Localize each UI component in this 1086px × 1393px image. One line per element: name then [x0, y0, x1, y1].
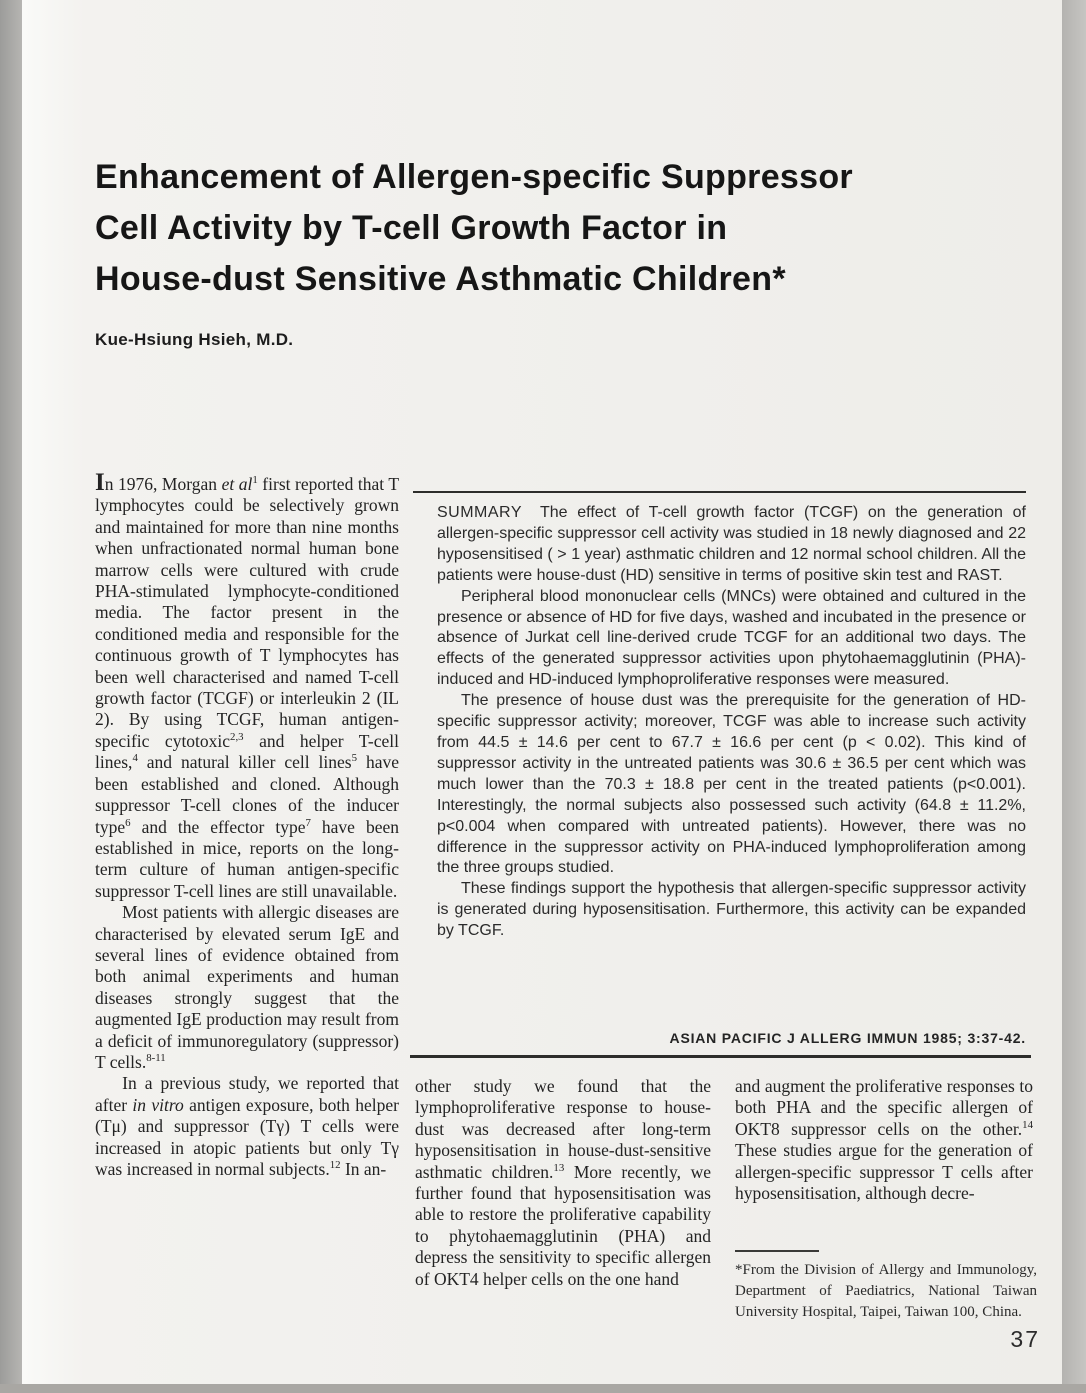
- article-title-line-2: Cell Activity by T-cell Growth Factor in: [95, 209, 728, 247]
- article-title: [95, 152, 1015, 305]
- summary-label: SUMMARY: [437, 504, 522, 521]
- intro-column: [95, 470, 399, 1180]
- body-column-2: [415, 1076, 711, 1290]
- summary-paragraph-2: Peripheral blood mononuclear cells (MNCs) were obtained and cultured in the presence or absence of HD for five days, washed and incubated in the presence or absence of Jurkat cell line-derived crude TCGF for an additional two days. The effects of the generated suppressor activities upon phytohaemagglutinin (PHA)-induced and HD-induced lymphoproliferative responses were measured.: [437, 587, 1026, 689]
- page-number: 37: [1010, 1326, 1040, 1352]
- scan-edge-left: [0, 0, 22, 1393]
- footnote-rule: [735, 1250, 819, 1252]
- intro-paragraph-3: In a previous study, we reported that after in vitro antigen exposure, both helper (Tμ) and suppressor (Tγ) T cells were increased in atopic patients but only Tγ was increased in normal subjects.$^{12}$ In an-: [95, 1073, 399, 1179]
- summary-bottom-rule: [410, 1055, 1031, 1058]
- author-byline: Kue-Hsiung Hsieh, M.D.: [95, 330, 294, 349]
- scan-edge-right: [1062, 0, 1086, 1393]
- article-title-line-3: House-dust Sensitive Asthmatic Children*: [95, 260, 786, 298]
- summary-paragraph-3: The presence of house dust was the prerequisite for the generation of HD-specific suppressor activity; moreover, TCGF was able to increase such activity from 44.5 ± 14.6 per cent to 67.7 ± 16.6 per cent (p < 0.02). This kind of suppressor activity in the untreated patients was 30.6 ± 36.5 per cent which was much lower than the 70.3 ± 18.8 per cent in the treated patients (p<0.001). Interestingly, the normal subjects also possessed such activity (64.8 ± 11.2%, p<0.004 when compared with untreated patients). However, there was no difference in the suppressor activity on PHA-induced lymphoproliferation among the three groups studied.: [437, 692, 1026, 877]
- article-title-line-1: Enhancement of Allergen-specific Suppressor: [95, 158, 853, 196]
- summary-block: [437, 503, 1026, 942]
- body-column-2-text: other study we found that the lymphoproliferative response to house-dust was decreased after long-term hyposensitisation in house-dust-sensitive asthmatic children.$^{13}$ More recently, we further found that hyposensitisation was able to restore the proliferative capability to phytohaemagglutinin (PHA) and depress the sensitivity to specific allergen of OKT4 helper cells on the one hand: [415, 1076, 711, 1289]
- journal-citation: ASIAN PACIFIC J ALLERG IMMUN 1985; 3:37-42.: [669, 1030, 1026, 1046]
- summary-paragraph-4: These findings support the hypothesis that allergen-specific suppressor activity is generated during hyposensitisation. Furthermore, this activity can be expanded by TCGF.: [437, 880, 1026, 940]
- body-column-3-text: and augment the proliferative responses to both PHA and the specific allergen of OKT8 suppressor cells on the other.$^{14}$ These studies argue for the generation of allergen-specific suppressor T cells after hyposensitisation, although decre-: [735, 1076, 1033, 1204]
- scan-edge-bottom: [0, 1384, 1086, 1393]
- summary-paragraph-1-text: The effect of T-cell growth factor (TCGF) on the generation of allergen-specific suppressor cell activity was studied in 18 newly diagnosed and 22 hyposensitised ( > 1 year) asthmatic children and 12 normal school children. All the patients were house-dust (HD) sensitive in terms of positive skin test and RAST.: [437, 504, 1026, 584]
- intro-paragraph-1: In 1976, Morgan et $al^1$ first reported that T lymphocytes could be selectively grown and maintained for more than nine months when unfractionated normal human bone marrow cells were cultured with crude PHA-stimulated lymphocyte-conditioned media. The factor present in the conditioned media and responsible for the continuous growth of T lymphocytes has been well characterised and named T-cell growth factor (TCGF) or interleukin 2 (IL 2). By using TCGF, human antigen-specific cytotoxic$^{2,3}$ and helper T-cell lines,$^4$ and natural killer cell lines$^5$ have been established and cloned. Although suppressor T-cell clones of the inducer type$^6$ and the effector type$^7$ have been established in mice, reports on the long-term culture of human antigen-specific suppressor T-cell lines are still unavailable.: [95, 469, 400, 901]
- summary-paragraph-1: [437, 503, 1026, 587]
- affiliation-footnote: *From the Division of Allergy and Immunology, Department of Paediatrics, National Taiwan University Hospital, Taipei, Taiwan 100, China.: [735, 1262, 1037, 1320]
- body-column-3: [735, 1076, 1033, 1204]
- intro-paragraph-2: Most patients with allergic diseases are characterised by elevated serum IgE and several lines of evidence obtained from both animal experiments and human diseases strongly suggest that the augmented IgE production may result from a deficit of immunoregulatory (suppressor) T cells.$^{8-11}$: [95, 902, 399, 1072]
- summary-top-rule: [413, 491, 1026, 493]
